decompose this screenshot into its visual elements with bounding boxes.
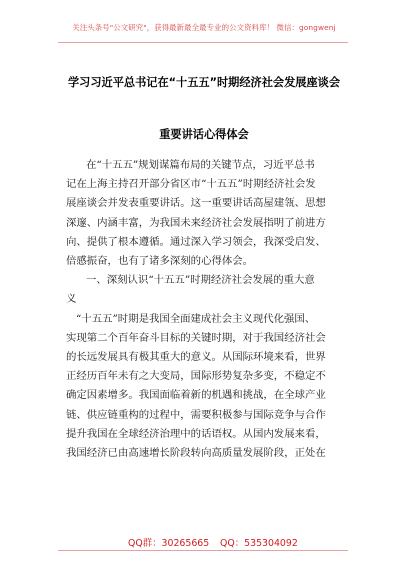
section-heading-line: 义 xyxy=(66,293,77,306)
section-heading-line: 一、深刻认识“十五五”时期经济社会发展的重大意 xyxy=(86,274,315,287)
body-line: 深邃、内涵丰富，为我国未来经济社会发展指明了前进方 xyxy=(66,216,326,229)
body-line: 提升我国在全球经济治理中的话语权。从国内发展来看， xyxy=(66,427,326,440)
body-line: 在“十五五”规划谋篇布局的关键节点，习近平总书 xyxy=(86,159,315,171)
body-line: 倍感振奋，也有了诸多深刻的心得体会。 xyxy=(66,255,254,268)
body-line: 的长远发展具有极其重大的意义。从国际环境来看，世界 xyxy=(66,351,326,364)
footer-qq: QQ：535304092 xyxy=(220,538,298,549)
body-line: 展座谈会并发表重要讲话。这一重要讲话高屋建瓴、思想 xyxy=(66,197,326,210)
body-line: 向、提供了根本遵循。通过深入学习领会，我深受启发、 xyxy=(66,235,326,248)
body-line: 链、供应链重构的过程中，需要积极参与国际竞争与合作 xyxy=(66,408,326,421)
body-line: 实现第二个百年奋斗目标的关键时期，对于我国经济社会 xyxy=(66,331,326,344)
body-line: 确定因素增多。我国面临着新的机遇和挑战，在全球产业 xyxy=(66,389,326,402)
document-title-line1: 学习习近平总书记在“十五五”时期经济社会发展座谈会 xyxy=(67,76,341,89)
footer-divider xyxy=(58,550,348,551)
document-body xyxy=(66,156,344,463)
body-line: 我国经济已由高速增长阶段转向高质量发展阶段，正处在 xyxy=(66,447,326,460)
footer-qq-group: QQ群：30265665 xyxy=(128,538,210,549)
document-title-line2: 重要讲话心得体会 xyxy=(159,128,249,141)
body-line: 记在上海主持召开部分省区市“十五五”时期经济社会发 xyxy=(66,178,316,191)
body-line: “十五五”时期是我国全面建成社会主义现代化强国、 xyxy=(76,312,316,325)
body-line: 正经历百年未有之大变局，国际形势复杂多变，不稳定不 xyxy=(66,370,326,383)
header-note: 关注头条号"公文研究"，获得最新最全最专业的公文资料库！ 微信：gongwenj xyxy=(72,23,336,32)
header-divider xyxy=(58,42,348,43)
